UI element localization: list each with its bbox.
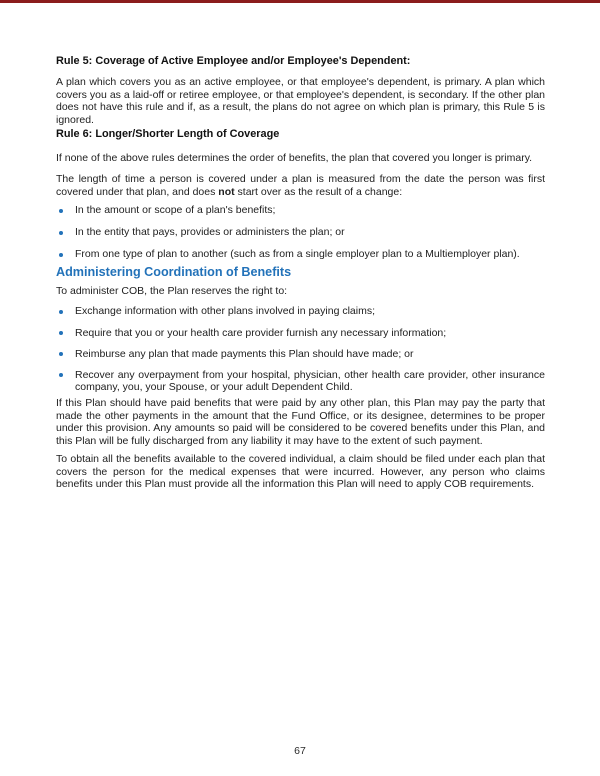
bullet-text: Recover any overpayment from your hospital, physician, other health care provider, other insurance company, you, your Spouse, or your adult Dependent Child. — [75, 368, 545, 394]
bullet-icon — [59, 373, 63, 377]
list-item — [56, 305, 545, 318]
admin-intro-paragraph: To administer COB, the Plan reserves the right to: — [56, 284, 288, 297]
document-body — [56, 55, 545, 491]
list-item — [56, 248, 545, 261]
bullet-icon — [59, 331, 63, 335]
page-top-rule — [0, 0, 600, 3]
rule5-paragraph: A plan which covers you as an active employee, or that employee's dependent, is primary. A plan which covers you as a laid-off or retiree employee, or that employee's dependent, is secondary. If the other plan does not have this rule and if, as a result, the plans do not agree on which plan is primary, this Rule 5 is ignored. — [56, 76, 545, 126]
bullet-text: Exchange information with other plans involved in paying claims; — [75, 305, 375, 318]
rule6-heading: Rule 6: Longer/Shorter Length of Coverage — [56, 128, 280, 141]
list-item — [56, 204, 545, 217]
rule6-paragraph-1: If none of the above rules determines the order of benefits, the plan that covered you longer is primary. — [56, 152, 533, 165]
bullet-text: In the entity that pays, provides or administers the plan; or — [75, 226, 345, 239]
admin-paragraph-2: To obtain all the benefits available to the covered individual, a claim should be filed under each plan that covers the person for the medical expenses that were incurred. However, any person who claims benefits under this Plan must provide all the information this Plan will need to apply COB requirements. — [56, 452, 545, 491]
admin-bullet-list — [56, 305, 545, 394]
rule5-heading: Rule 5: Coverage of Active Employee and/or Employee's Dependent: — [56, 55, 411, 67]
bullet-text: Reimburse any plan that made payments this Plan should have made; or — [75, 347, 414, 360]
rule6-paragraph-2-text-end: start over as the result of a change: — [234, 185, 403, 198]
bullet-icon — [59, 231, 63, 235]
list-item — [56, 369, 545, 394]
rule6-paragraph-2-text: The length of time a person is covered under a plan is measured from the date the person was first covered under that plan, and does — [56, 172, 545, 198]
administering-cob-heading: Administering Coordination of Benefits — [56, 264, 292, 279]
admin-paragraph-1: If this Plan should have paid benefits that were paid by any other plan, this Plan may pay the party that made the other payments in the amount that the Fund Office, or its designee, determines to be proper under this provision. Any amounts so paid will be considered to be covered benefits under this Plan, and this Plan will be fully discharged from any liability it may have to the extent of such payment. — [56, 397, 545, 447]
rule6-bullet-list — [56, 204, 545, 261]
bullet-icon — [59, 253, 63, 257]
rule6-paragraph-2-bold-word: not — [218, 185, 235, 198]
list-item — [56, 348, 545, 361]
bullet-text: Require that you or your health care provider furnish any necessary information; — [75, 326, 447, 339]
bullet-icon — [59, 310, 63, 314]
page-number: 67 — [294, 745, 306, 757]
bullet-text: In the amount or scope of a plan's benefits; — [75, 204, 276, 217]
rule6-paragraph-2 — [56, 173, 545, 198]
bullet-icon — [59, 209, 63, 213]
bullet-text: From one type of plan to another (such as from a single employer plan to a Multiemployer plan). — [75, 248, 520, 261]
bullet-icon — [59, 352, 63, 356]
list-item — [56, 226, 545, 239]
list-item — [56, 327, 545, 340]
